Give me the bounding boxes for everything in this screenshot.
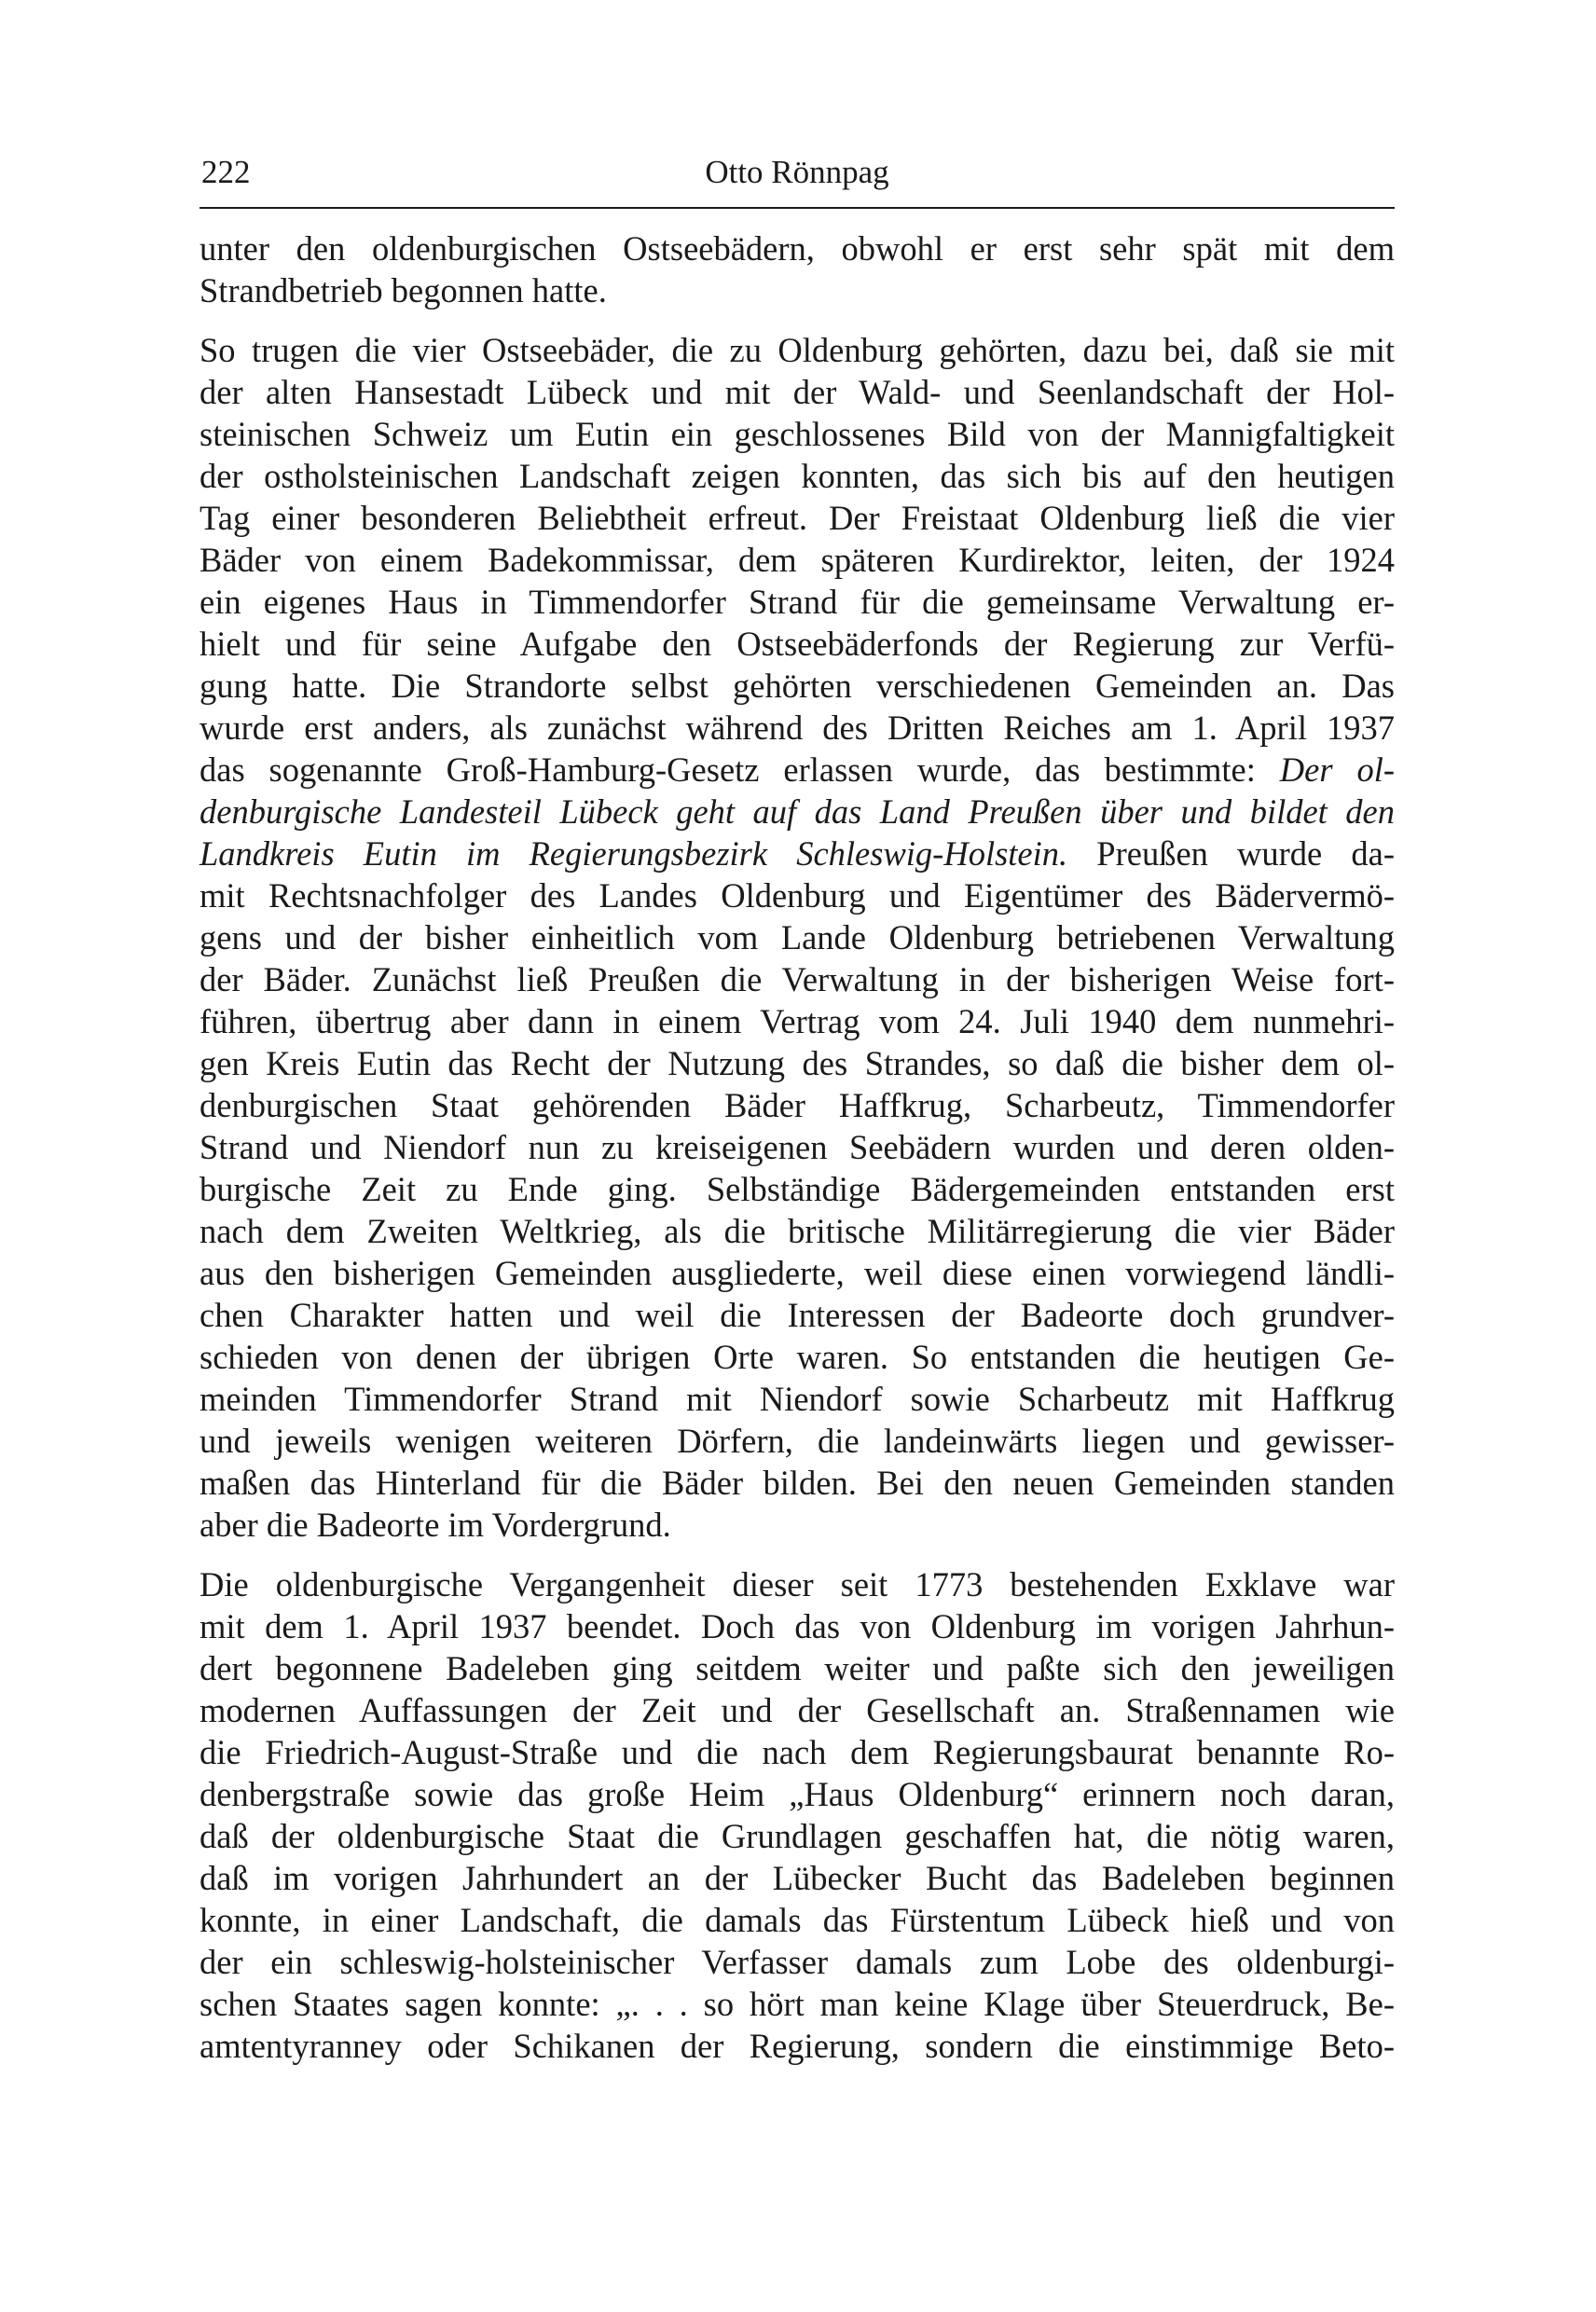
text-line: schen Staates sagen konnte: „. . . so hört man keine Klage über Steuerdruck, Be- <box>200 1985 1395 2023</box>
running-title: Otto Rönnpag <box>705 154 889 190</box>
text-line: aber die Badeorte im Vordergrund. <box>200 1506 671 1544</box>
text-line: und jeweils wenigen weiteren Dörfern, die landeinwärts liegen und gewisser- <box>200 1422 1395 1460</box>
document-page <box>200 149 1395 2085</box>
text-line: Strand und Niendorf nun zu kreiseigenen Seebädern wurden und deren olden- <box>200 1128 1395 1166</box>
header-rule <box>200 207 1395 209</box>
quoted-law-text: Der ol- <box>1279 750 1395 789</box>
text-line: der alten Hansestadt Lübeck und mit der Wald- und Seenlandschaft der Hol- <box>200 373 1395 411</box>
text-line: chen Charakter hatten und weil die Interessen der Badeorte doch grundver- <box>200 1296 1395 1334</box>
text-line: gen Kreis Eutin das Recht der Nutzung des Strandes, so daß die bisher dem ol- <box>200 1044 1395 1082</box>
paragraph-2 <box>200 329 1395 1546</box>
text-line: wurde erst anders, als zunächst während des Dritten Reiches am 1. April 1937 <box>200 709 1395 747</box>
running-header <box>200 149 1395 196</box>
text-line: unter den oldenburgischen Ostseebädern, obwohl er erst sehr spät mit dem <box>200 229 1395 268</box>
text-line: der ein schleswig-holsteinischer Verfasser damals zum Lobe des oldenburgi- <box>200 1943 1395 1981</box>
text-line: gens und der bisher einheitlich vom Lande Oldenburg betriebenen Verwaltung <box>200 918 1395 956</box>
text-line: denburgischen Staat gehörenden Bäder Haffkrug, Scharbeutz, Timmendorfer <box>200 1086 1395 1124</box>
body-text <box>200 227 1395 2067</box>
text-line: maßen das Hinterland für die Bäder bilden. Bei den neuen Gemeinden standen <box>200 1464 1395 1502</box>
text-line: amtentyranney oder Schikanen der Regierung, sondern die einstimmige Beto- <box>200 2027 1395 2065</box>
text-line: dert begonnene Badeleben ging seitdem weiter und paßte sich den jeweiligen <box>200 1649 1395 1687</box>
text-line: daß der oldenburgische Staat die Grundlagen geschaffen hat, die nötig waren, <box>200 1817 1395 1855</box>
quoted-law-text: denburgische Landesteil Lübeck geht auf das Land Preußen über und bildet den <box>200 792 1395 831</box>
text-line: die Friedrich-August-Straße und die nach dem Regierungsbaurat benannte Ro- <box>200 1733 1395 1771</box>
text-line: der Bäder. Zunächst ließ Preußen die Verwaltung in der bisherigen Weise fort- <box>200 960 1395 998</box>
text-line: nach dem Zweiten Weltkrieg, als die britische Militärregierung die vier Bäder <box>200 1212 1395 1250</box>
text-line: Bäder von einem Badekommissar, dem späteren Kurdirektor, leiten, der 1924 <box>200 541 1395 579</box>
paragraph-3 <box>200 1563 1395 2067</box>
text-line: modernen Auffassungen der Zeit und der Gesellschaft an. Straßennamen wie <box>200 1691 1395 1729</box>
text-line: gung hatte. Die Strandorte selbst gehörten verschiedenen Gemeinden an. Das <box>200 667 1395 705</box>
quoted-law-text: Landkreis Eutin im Regierungsbezirk Schleswig-Holstein. <box>200 834 1068 873</box>
text-line: führen, übertrug aber dann in einem Vertrag vom 24. Juli 1940 dem nunmehri- <box>200 1002 1395 1040</box>
text-line: Strandbetrieb begonnen hatte. <box>200 271 607 310</box>
text-line: aus den bisherigen Gemeinden ausgliederte, weil diese einen vorwiegend ländli- <box>200 1254 1395 1292</box>
text-line: denbergstraße sowie das große Heim „Haus Oldenburg“ erinnern noch daran, <box>200 1775 1395 1813</box>
text-line-mixed <box>200 749 1395 791</box>
text-line: burgische Zeit zu Ende ging. Selbständige Bädergemeinden entstanden erst <box>200 1170 1395 1208</box>
text-line: ein eigenes Haus in Timmendorfer Strand für die gemeinsame Verwaltung er- <box>200 583 1395 621</box>
paragraph-1 <box>200 227 1395 311</box>
text-line: mit dem 1. April 1937 beendet. Doch das von Oldenburg im vorigen Jahrhun- <box>200 1607 1395 1645</box>
text-line: meinden Timmendorfer Strand mit Niendorf sowie Scharbeutz mit Haffkrug <box>200 1380 1395 1418</box>
text-line: Tag einer besonderen Beliebtheit erfreut. Der Freistaat Oldenburg ließ die vier <box>200 499 1395 537</box>
text-line: konnte, in einer Landschaft, die damals das Fürstentum Lübeck hieß und von <box>200 1901 1395 1939</box>
page-number: 222 <box>201 154 251 190</box>
text-line: Die oldenburgische Vergangenheit dieser seit 1773 bestehenden Exklave war <box>200 1565 1395 1603</box>
text-line: steinischen Schweiz um Eutin ein geschlossenes Bild von der Mannigfaltigkeit <box>200 415 1395 453</box>
text-line: der ostholsteinischen Landschaft zeigen konnten, das sich bis auf den heutigen <box>200 457 1395 495</box>
text-segment: Preußen wurde da- <box>1067 834 1395 873</box>
text-line: So trugen die vier Ostseebäder, die zu Oldenburg gehörten, dazu bei, daß sie mit <box>200 331 1395 369</box>
text-line: schieden von denen der übrigen Orte waren. So entstanden die heutigen Ge- <box>200 1338 1395 1376</box>
text-line-mixed <box>200 833 1395 874</box>
text-line: hielt und für seine Aufgabe den Ostseebäderfonds der Regierung zur Verfü- <box>200 625 1395 663</box>
text-line: daß im vorigen Jahrhundert an der Lübecker Bucht das Badeleben beginnen <box>200 1859 1395 1897</box>
text-segment: das sogenannte Groß-Hamburg-Gesetz erlassen wurde, das bestimmte: <box>200 750 1280 789</box>
text-line: mit Rechtsnachfolger des Landes Oldenburg und Eigentümer des Bädervermö- <box>200 876 1395 915</box>
